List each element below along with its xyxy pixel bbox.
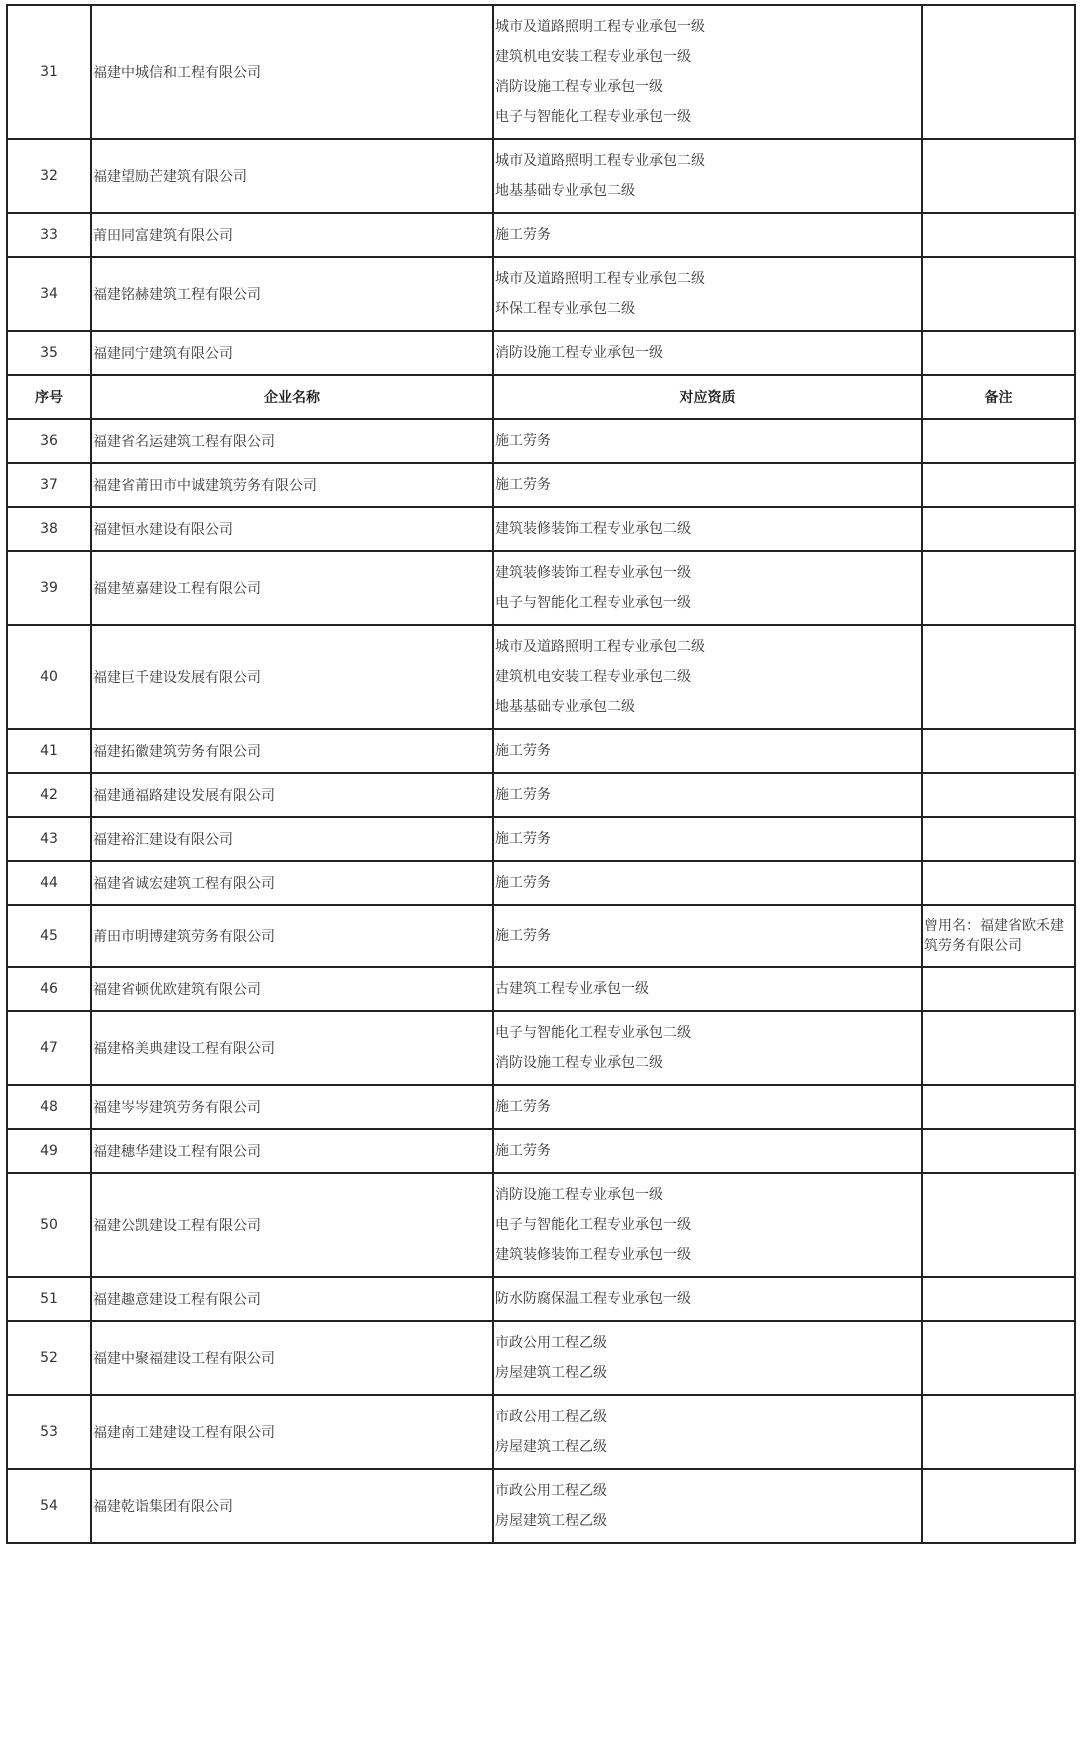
cell-serial: 51	[7, 1277, 91, 1321]
cell-serial: 43	[7, 817, 91, 861]
cell-qualifications	[493, 729, 922, 773]
cell-serial: 36	[7, 419, 91, 463]
table-row	[7, 213, 1075, 257]
cell-serial: 35	[7, 331, 91, 375]
qualification-line: 施工劳务	[495, 477, 551, 493]
qualification-line: 消防设施工程专业承包一级	[495, 345, 663, 361]
cell-qualifications	[493, 331, 922, 375]
cell-remark	[922, 1085, 1075, 1129]
table-row	[7, 905, 1075, 967]
cell-company-name: 福建铭赫建筑工程有限公司	[91, 257, 493, 331]
qualification-line: 房屋建筑工程乙级	[495, 1513, 607, 1529]
cell-remark	[922, 213, 1075, 257]
cell-remark	[922, 1129, 1075, 1173]
table-row	[7, 139, 1075, 213]
table-row	[7, 1173, 1075, 1277]
qualification-line: 地基基础专业承包二级	[495, 699, 635, 715]
cell-company-name: 福建恒水建设有限公司	[91, 507, 493, 551]
cell-remark	[922, 551, 1075, 625]
cell-serial: 40	[7, 625, 91, 729]
table-row	[7, 257, 1075, 331]
cell-remark	[922, 1173, 1075, 1277]
cell-qualifications	[493, 1129, 922, 1173]
table-body-before-header	[7, 5, 1075, 375]
table-row	[7, 1085, 1075, 1129]
cell-qualifications	[493, 817, 922, 861]
table-row	[7, 5, 1075, 139]
cell-company-name: 福建望励芒建筑有限公司	[91, 139, 493, 213]
cell-company-name: 福建巨千建设发展有限公司	[91, 625, 493, 729]
cell-qualifications	[493, 463, 922, 507]
table-row	[7, 625, 1075, 729]
table-row	[7, 551, 1075, 625]
cell-qualifications	[493, 1469, 922, 1543]
cell-remark	[922, 1469, 1075, 1543]
cell-company-name: 福建格美典建设工程有限公司	[91, 1011, 493, 1085]
table-row	[7, 1469, 1075, 1543]
cell-remark	[922, 817, 1075, 861]
cell-qualifications	[493, 773, 922, 817]
cell-qualifications	[493, 1173, 922, 1277]
cell-serial: 33	[7, 213, 91, 257]
cell-serial: 46	[7, 967, 91, 1011]
cell-remark	[922, 773, 1075, 817]
cell-qualifications	[493, 625, 922, 729]
cell-serial: 32	[7, 139, 91, 213]
cell-company-name: 福建同宁建筑有限公司	[91, 331, 493, 375]
table-row	[7, 861, 1075, 905]
header-qualification: 对应资质	[493, 375, 922, 419]
cell-company-name: 福建通福路建设发展有限公司	[91, 773, 493, 817]
cell-serial: 45	[7, 905, 91, 967]
qualification-line: 建筑装修装饰工程专业承包一级	[495, 1247, 691, 1263]
cell-remark	[922, 967, 1075, 1011]
cell-serial: 50	[7, 1173, 91, 1277]
cell-company-name: 福建中城信和工程有限公司	[91, 5, 493, 139]
qualification-line: 建筑机电安装工程专业承包二级	[495, 669, 691, 685]
qualification-line: 城市及道路照明工程专业承包二级	[495, 271, 705, 287]
cell-serial: 44	[7, 861, 91, 905]
table-row	[7, 729, 1075, 773]
qualification-line: 电子与智能化工程专业承包二级	[495, 1025, 691, 1041]
qualification-line: 消防设施工程专业承包二级	[495, 1055, 663, 1071]
qualification-line: 古建筑工程专业承包一级	[495, 981, 649, 997]
cell-qualifications	[493, 507, 922, 551]
table-row	[7, 507, 1075, 551]
table-row	[7, 817, 1075, 861]
cell-remark	[922, 729, 1075, 773]
cell-remark	[922, 5, 1075, 139]
table-row	[7, 1277, 1075, 1321]
header-company-name: 企业名称	[91, 375, 493, 419]
qualification-table	[6, 4, 1076, 1544]
qualification-line: 防水防腐保温工程专业承包一级	[495, 1291, 691, 1307]
qualification-table-page	[6, 4, 1074, 1544]
cell-qualifications	[493, 1395, 922, 1469]
qualification-line: 建筑装修装饰工程专业承包一级	[495, 565, 691, 581]
qualification-line: 施工劳务	[495, 831, 551, 847]
cell-company-name: 福建趣意建设工程有限公司	[91, 1277, 493, 1321]
cell-serial: 34	[7, 257, 91, 331]
qualification-line: 市政公用工程乙级	[495, 1483, 607, 1499]
cell-company-name: 福建岑岑建筑劳务有限公司	[91, 1085, 493, 1129]
cell-company-name: 福建拓徽建筑劳务有限公司	[91, 729, 493, 773]
cell-serial: 49	[7, 1129, 91, 1173]
cell-company-name: 福建裕汇建设有限公司	[91, 817, 493, 861]
cell-remark	[922, 257, 1075, 331]
qualification-line: 施工劳务	[495, 433, 551, 449]
table-body-after-header	[7, 419, 1075, 1543]
cell-serial: 52	[7, 1321, 91, 1395]
cell-qualifications	[493, 1277, 922, 1321]
cell-remark	[922, 419, 1075, 463]
qualification-line: 施工劳务	[495, 1099, 551, 1115]
cell-company-name: 福建公凯建设工程有限公司	[91, 1173, 493, 1277]
qualification-line: 市政公用工程乙级	[495, 1409, 607, 1425]
cell-company-name: 福建省诚宏建筑工程有限公司	[91, 861, 493, 905]
cell-remark	[922, 331, 1075, 375]
qualification-line: 城市及道路照明工程专业承包二级	[495, 639, 705, 655]
cell-remark	[922, 1011, 1075, 1085]
qualification-line: 城市及道路照明工程专业承包二级	[495, 153, 705, 169]
cell-serial: 38	[7, 507, 91, 551]
cell-qualifications	[493, 139, 922, 213]
cell-company-name: 莆田同富建筑有限公司	[91, 213, 493, 257]
qualification-line: 施工劳务	[495, 787, 551, 803]
cell-serial: 39	[7, 551, 91, 625]
qualification-line: 施工劳务	[495, 928, 551, 944]
cell-serial: 37	[7, 463, 91, 507]
qualification-line: 环保工程专业承包二级	[495, 301, 635, 317]
cell-qualifications	[493, 5, 922, 139]
cell-qualifications	[493, 861, 922, 905]
table-header-row	[7, 375, 1075, 419]
cell-company-name: 福建省莆田市中诚建筑劳务有限公司	[91, 463, 493, 507]
table-row	[7, 1011, 1075, 1085]
cell-qualifications	[493, 1011, 922, 1085]
cell-company-name: 福建省名运建筑工程有限公司	[91, 419, 493, 463]
cell-qualifications	[493, 419, 922, 463]
table-row	[7, 1321, 1075, 1395]
cell-serial: 47	[7, 1011, 91, 1085]
qualification-line: 电子与智能化工程专业承包一级	[495, 109, 691, 125]
cell-qualifications	[493, 551, 922, 625]
table-row	[7, 967, 1075, 1011]
cell-serial: 48	[7, 1085, 91, 1129]
cell-qualifications	[493, 905, 922, 967]
cell-company-name: 福建中聚福建设工程有限公司	[91, 1321, 493, 1395]
cell-company-name: 莆田市明博建筑劳务有限公司	[91, 905, 493, 967]
header-remark: 备注	[922, 375, 1075, 419]
cell-remark: 曾用名：福建省欧禾建筑劳务有限公司	[922, 905, 1075, 967]
cell-remark	[922, 139, 1075, 213]
cell-company-name: 福建堃嘉建设工程有限公司	[91, 551, 493, 625]
qualification-line: 房屋建筑工程乙级	[495, 1365, 607, 1381]
qualification-line: 电子与智能化工程专业承包一级	[495, 1217, 691, 1233]
cell-qualifications	[493, 1321, 922, 1395]
qualification-line: 房屋建筑工程乙级	[495, 1439, 607, 1455]
cell-remark	[922, 861, 1075, 905]
cell-qualifications	[493, 213, 922, 257]
qualification-line: 施工劳务	[495, 1143, 551, 1159]
qualification-line: 市政公用工程乙级	[495, 1335, 607, 1351]
qualification-line: 消防设施工程专业承包一级	[495, 1187, 663, 1203]
cell-company-name: 福建乾诣集团有限公司	[91, 1469, 493, 1543]
table-row	[7, 463, 1075, 507]
qualification-line: 施工劳务	[495, 227, 551, 243]
cell-serial: 42	[7, 773, 91, 817]
cell-company-name: 福建穗华建设工程有限公司	[91, 1129, 493, 1173]
cell-remark	[922, 1277, 1075, 1321]
qualification-line: 电子与智能化工程专业承包一级	[495, 595, 691, 611]
cell-qualifications	[493, 1085, 922, 1129]
cell-company-name: 福建南工建建设工程有限公司	[91, 1395, 493, 1469]
cell-serial: 54	[7, 1469, 91, 1543]
table-row	[7, 1129, 1075, 1173]
cell-serial: 53	[7, 1395, 91, 1469]
header-serial: 序号	[7, 375, 91, 419]
cell-remark	[922, 507, 1075, 551]
table-header-group	[7, 375, 1075, 419]
table-row	[7, 773, 1075, 817]
qualification-line: 建筑机电安装工程专业承包一级	[495, 49, 691, 65]
cell-serial: 31	[7, 5, 91, 139]
qualification-line: 消防设施工程专业承包一级	[495, 79, 663, 95]
cell-remark	[922, 1395, 1075, 1469]
cell-qualifications	[493, 967, 922, 1011]
qualification-line: 建筑装修装饰工程专业承包二级	[495, 521, 691, 537]
qualification-line: 施工劳务	[495, 743, 551, 759]
cell-remark	[922, 1321, 1075, 1395]
qualification-line: 地基基础专业承包二级	[495, 183, 635, 199]
cell-company-name: 福建省顿优欧建筑有限公司	[91, 967, 493, 1011]
cell-serial: 41	[7, 729, 91, 773]
table-row	[7, 331, 1075, 375]
table-row	[7, 1395, 1075, 1469]
qualification-line: 施工劳务	[495, 875, 551, 891]
cell-remark	[922, 625, 1075, 729]
cell-qualifications	[493, 257, 922, 331]
cell-remark	[922, 463, 1075, 507]
qualification-line: 城市及道路照明工程专业承包一级	[495, 19, 705, 35]
table-row	[7, 419, 1075, 463]
